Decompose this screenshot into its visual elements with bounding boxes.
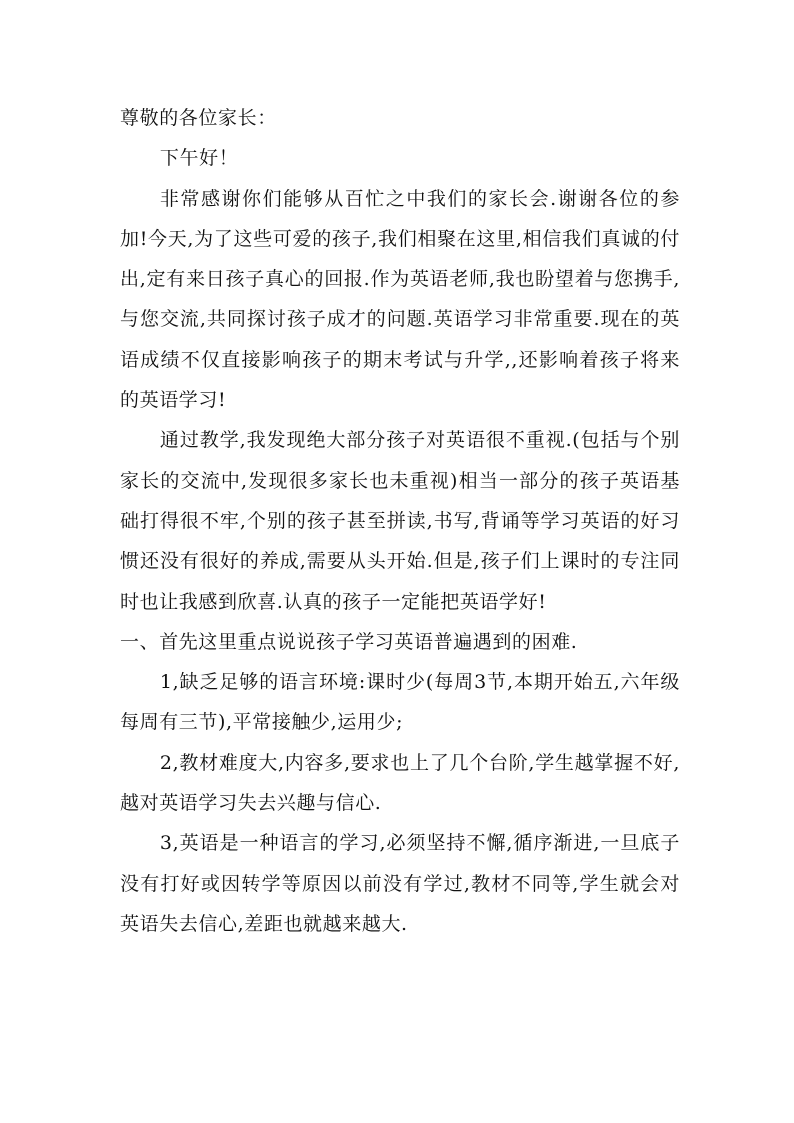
document-body [120,98,680,944]
salutation: 尊敬的各位家长： [120,107,277,129]
point-3: 3,英语是一种语言的学习,必须坚持不懈,循序渐进,一旦底子没有打好或因转学等原因以前没有学过,教材不同等,学生就会对英语失去信心,差距也就越来越大. [120,832,680,935]
greeting: 下午好！ [159,147,239,170]
paragraph-thanks: 非常感谢你们能够从百忙之中我们的家长会.谢谢各位的参加!今天,为了这些可爱的孩子,我们相聚在这里,相信我们真诚的付出,定有来日孩子真心的回报.作为英语老师,我也盼望着与您携手,与您交流,共同探讨孩子成才的问题.英语学习非常重要.现在的英语成绩不仅直接影响孩子的期末考试与升学,,还影响着孩子将来的英语学习! [120,187,680,412]
section-heading: 一、首先这里重点说说孩子学习英语普遍遇到的困难. [120,630,578,653]
point-2: 2,教材难度大,内容多,要求也上了几个台阶,学生越掌握不好,越对英语学习失去兴趣与信心. [120,751,680,815]
paragraph-observation: 通过教学,我发现绝大部分孩子对英语很不重视.(包括与个别家长的交流中,发现很多家长也未重视)相当一部分的孩子英语基础打得很不牢,个别的孩子甚至拼读,书写,背诵等学习英语的好习惯还没有很好的养成,需要从头开始.但是,孩子们上课时的专注同时也让我感到欣喜.认真的孩子一定能把英语学好! [120,429,680,613]
point-1: 1,缺乏足够的语言环境:课时少(每周3节,本期开始五,六年级每周有三节),平常接触少,运用少; [120,671,680,734]
